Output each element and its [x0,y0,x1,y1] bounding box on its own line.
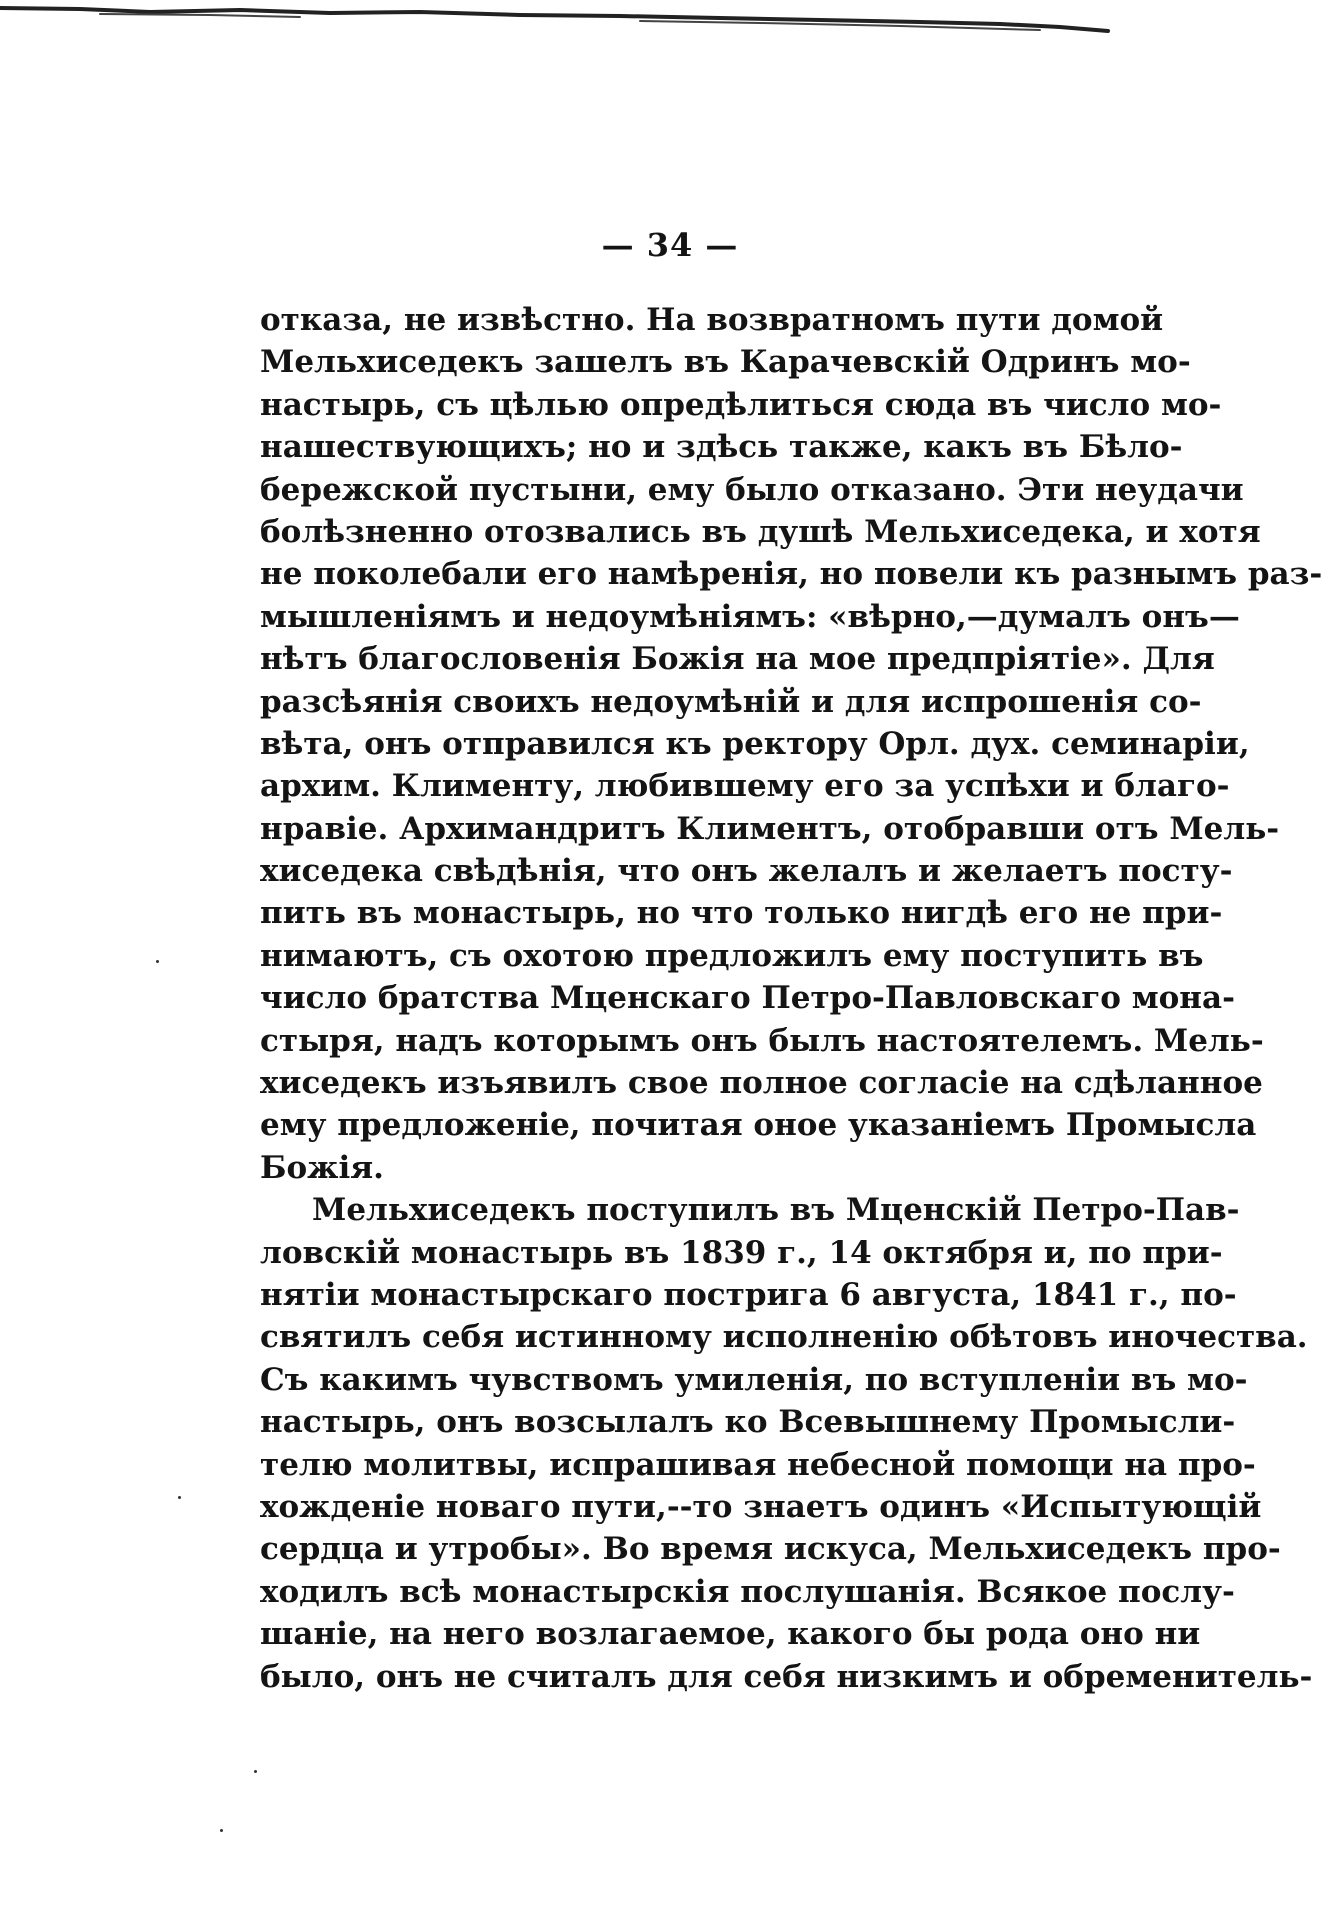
paragraph-2 [260,1189,1313,1698]
scan-top-edge [0,0,1140,40]
text-line: было, онъ не считалъ для себя низкимъ и обременитель- [260,1658,1313,1695]
text-line: шаніе, на него возлагаемое, какого бы рода оно ни [260,1616,1201,1653]
text-line: стыря, надъ которымъ онъ былъ настоятелемъ. Мель- [260,1022,1264,1059]
text-line: хиседекъ изъявилъ свое полное согласіе на сдѣланное [260,1065,1263,1102]
text-line: нятіи монастырскаго пострига 6 августа, 1841 г., по- [260,1276,1237,1313]
text-line: нашествующихъ; но и здѣсь также, какъ въ Бѣло- [260,429,1183,466]
text-line: разсѣянія своихъ недоумѣній и для испрошенія со- [260,683,1202,720]
text-line: бережской пустыни, ему было отказано. Эти неудачи [260,471,1244,508]
scan-speck [156,960,159,963]
text-line: ему предложеніе, почитая оное указаніемъ Промысла [260,1107,1257,1144]
text-line: Божія. [260,1149,384,1186]
page-number: — 34 — [601,226,739,264]
text-line: святилъ себя истинному исполненію обѣтовъ иночества. [260,1319,1308,1356]
text-line: хиседека свѣдѣнія, что онъ желалъ и желаетъ посту- [260,853,1233,890]
text-line: настырь, онъ возсылалъ ко Всевышнему Промысли- [260,1404,1236,1441]
scan-speck [178,1496,181,1499]
text-line: хожденіе новаго пути,--то знаетъ одинъ «Испытующій [260,1488,1262,1525]
text-line: ловскій монастырь въ 1839 г., 14 октября и, по при- [260,1234,1223,1271]
scan-speck [254,1770,257,1773]
text-line: нравіе. Архимандритъ Климентъ, отобравши отъ Мель- [260,810,1280,847]
text-line: нимаютъ, съ охотою предложилъ ему поступить въ [260,937,1204,974]
text-line: ходилъ всѣ монастырскія послушанія. Всякое послу- [260,1573,1235,1610]
text-line: Мельхиседекъ поступилъ въ Мценскій Петро-Пав- [312,1192,1240,1229]
text-line: вѣта, онъ отправился къ ректору Орл. дух. семинаріи, [260,725,1250,762]
text-line: сердца и утробы». Во время искуса, Мельхиседекъ про- [260,1531,1281,1568]
text-line: мышленіямъ и недоумѣніямъ: «вѣрно,—думалъ онъ— [260,598,1240,635]
text-line: пить въ монастырь, но что только нигдѣ его не при- [260,895,1223,932]
scan-speck [220,1829,223,1832]
text-line: нѣтъ благословенія Божія на мое предпріятіе». Для [260,641,1215,678]
text-line: архим. Клименту, любившему его за успѣхи и благо- [260,768,1230,805]
text-line: отказа, не извѣстно. На возвратномъ пути домой [260,302,1164,338]
text-line: Съ какимъ чувствомъ умиленія, по вступленіи въ мо- [260,1361,1248,1398]
text-line: Мельхиседекъ зашелъ въ Карачевскій Одринъ мо- [260,344,1191,381]
text-line: телю молитвы, испрашивая небесной помощи на про- [260,1446,1256,1483]
text-line: настырь, съ цѣлью опредѣлиться сюда въ число мо- [260,386,1222,423]
text-line: болѣзненно отозвались въ душѣ Мельхиседека, и хотя [260,513,1261,550]
text-line: не поколебали его намѣренія, но повели къ разнымъ раз- [260,556,1322,593]
body-text [260,299,1322,1698]
text-line: число братства Мценскаго Петро-Павловскаго мона- [260,980,1235,1017]
paragraph-1 [260,299,1322,1189]
